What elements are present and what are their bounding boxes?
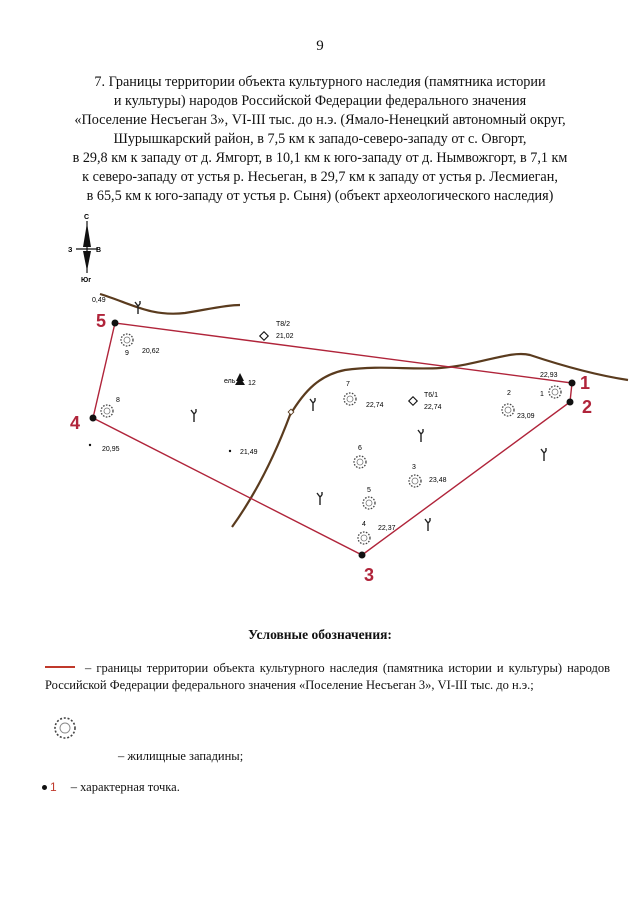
- legend-heading: Условные обозначения:: [248, 627, 392, 642]
- elevation-marks: [89, 297, 558, 532]
- page-number: 9: [316, 38, 324, 54]
- compass-rose: [68, 214, 101, 284]
- legend-pit-text: – жилищные западины;: [118, 749, 244, 763]
- elevation-label: 20,95: [102, 446, 120, 453]
- legend-point-text: – характерная точка.: [70, 780, 180, 794]
- station-elevation: 21,02: [276, 333, 294, 340]
- elevation-label: 23,09: [517, 413, 535, 420]
- pit-number: 3: [412, 464, 416, 471]
- point-label-5: 5: [96, 311, 107, 331]
- tree-label: ель: [224, 378, 236, 385]
- title-line: в 65,5 км к юго-западу от устья р. Сыня) (объект археологического наследия): [86, 188, 554, 204]
- title-line: и культуры) народов Российской Федерации федерального значения: [113, 93, 527, 109]
- pit-number: 6: [358, 445, 362, 452]
- legend-point-number: 1: [50, 780, 57, 794]
- compass-east: В: [96, 247, 102, 254]
- title-line: 7. Границы территории объекта культурного наследия (памятника истории: [94, 74, 546, 90]
- tree-value: 12: [248, 380, 256, 387]
- station-name: Т8/2: [276, 321, 291, 328]
- contour-line-top: [100, 294, 240, 314]
- elevation-label: 22,74: [366, 402, 384, 409]
- title-line: в 29,8 км к западу от д. Ямгорт, в 10,1 км к юго-западу от д. Нымвожгорт, в 7,1 км: [72, 150, 568, 166]
- survey-stations: [260, 321, 442, 411]
- elevation-label: 0,49: [92, 297, 106, 304]
- point-label-1: 1: [580, 373, 591, 393]
- elevation-label: 23,48: [429, 477, 447, 484]
- document-title: [20, 73, 620, 206]
- point-label-2: 2: [582, 397, 593, 417]
- legend-pit-icon: [52, 715, 78, 741]
- contour-line-main: [232, 354, 628, 527]
- pit-number: 4: [362, 521, 366, 528]
- pit-number: 8: [116, 397, 120, 404]
- boundary-line-swatch: [45, 666, 75, 668]
- vegetation-symbols: [135, 301, 546, 531]
- elevation-label: 21,49: [240, 449, 258, 456]
- dwelling-pits: [101, 334, 561, 544]
- elevation-label: 20,62: [142, 348, 160, 355]
- pit-number: 9: [125, 350, 129, 357]
- title-line: Шурышкарский район, в 7,5 км к западо-северо-западу от с. Овгорт,: [113, 131, 527, 147]
- compass-north: С: [84, 214, 90, 221]
- pit-number: 7: [346, 381, 350, 388]
- compass-south: Юг: [81, 277, 92, 284]
- title-line: «Поселение Несъеган 3», VI-III тыс. до н.э. (Ямало-Ненецкий автономный округ,: [74, 112, 566, 128]
- elevation-label: 22,93: [540, 372, 558, 379]
- pit-number: 5: [367, 487, 371, 494]
- compass-west: З: [68, 247, 73, 254]
- pit-number: 2: [507, 390, 511, 397]
- legend-boundary-text: – границы территории объекта культурного наследия (памятника истории и культуры) народов Российской Федерации федерального значения «Поселение Несъеган 3», VI-III тыс. до н.э.;: [45, 661, 610, 692]
- title-line: к северо-западу от устья р. Несьеган, в 29,7 км к западу от устья р. Лесмиеган,: [82, 169, 558, 185]
- point-label-4: 4: [70, 413, 81, 433]
- pit-number: 1: [540, 391, 544, 398]
- site-map: [0, 205, 640, 605]
- point-label-3: 3: [364, 565, 375, 585]
- legend-boundary-row: [45, 660, 610, 694]
- station-elevation: 22,74: [424, 404, 442, 411]
- tree-marker: [224, 373, 256, 387]
- point-dot-icon: [42, 785, 47, 790]
- station-name: Т6/1: [424, 392, 439, 399]
- elevation-label: 22,37: [378, 525, 396, 532]
- legend-point-row: [42, 780, 180, 795]
